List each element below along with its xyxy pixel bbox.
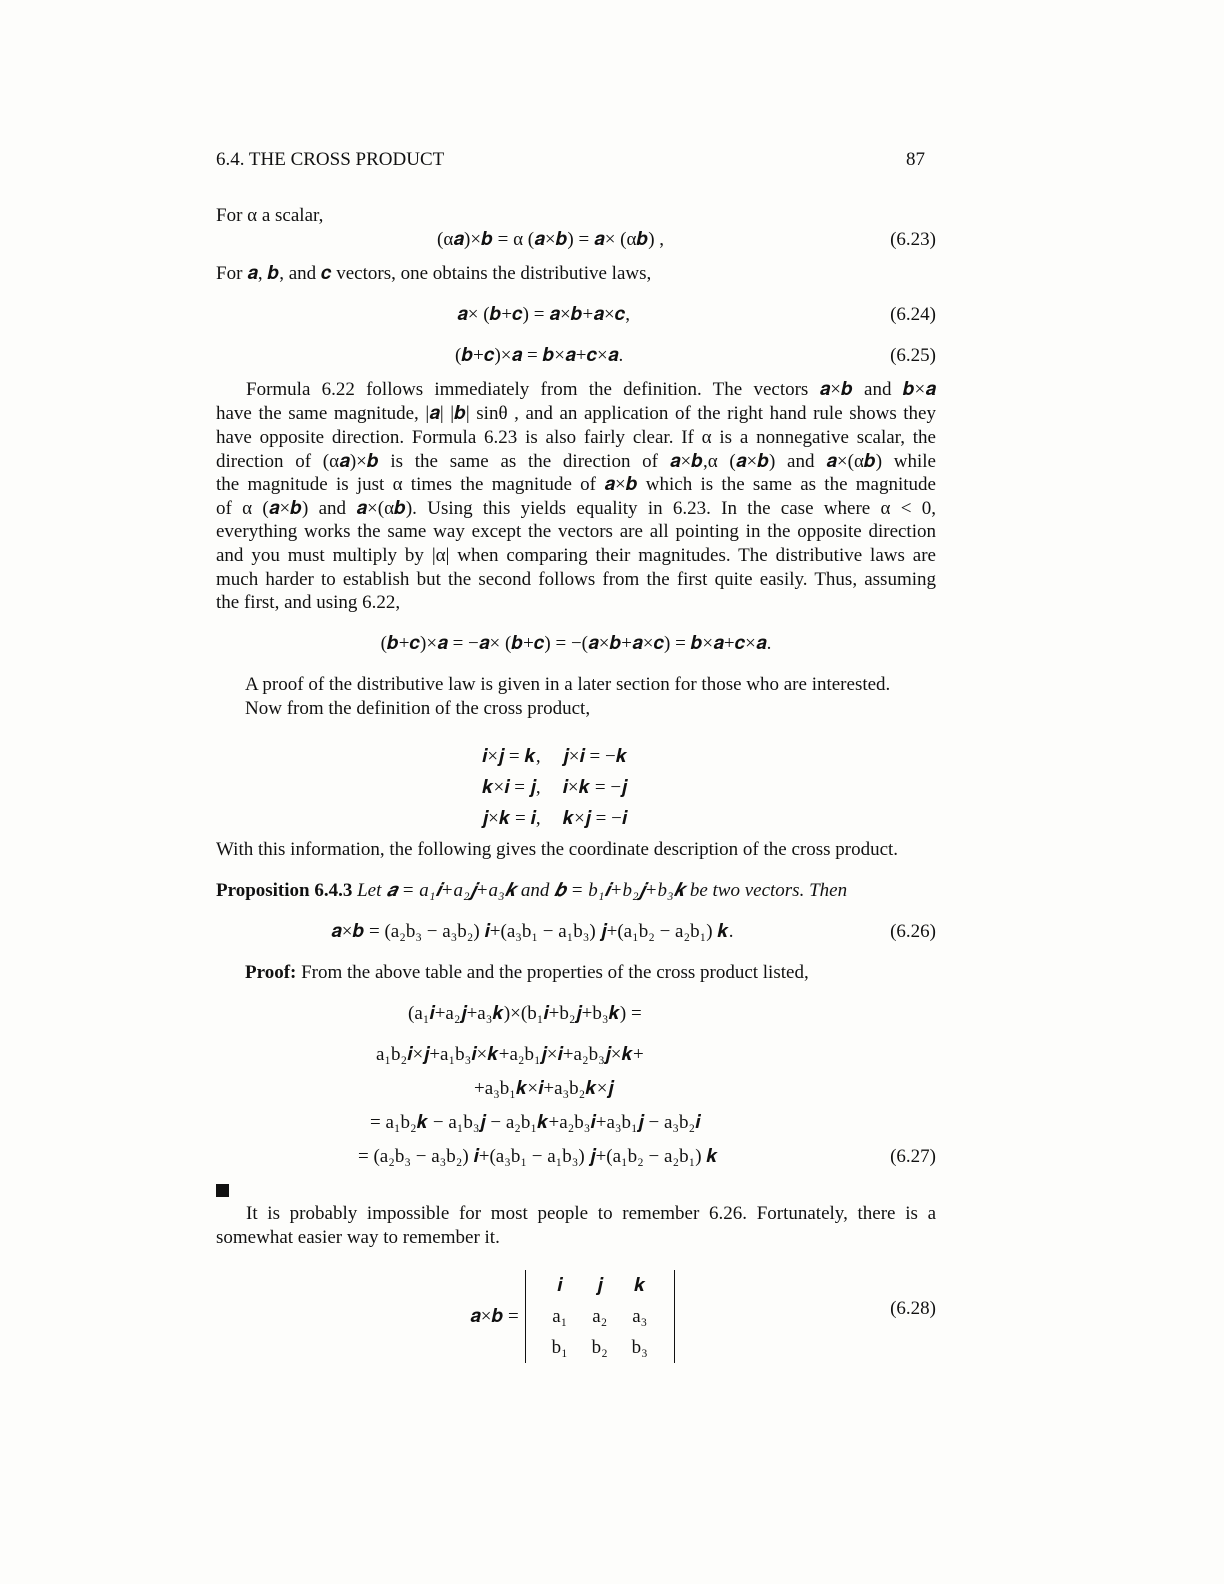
proof-equation-line: (a₁𝒊+a₂𝒋+a₃𝒌)×(b₁𝒊+b₂𝒋+b₃𝒌) = [408,1003,642,1024]
equation-6-23: (α𝒂)×𝒃 = α (𝒂×𝒃) = 𝒂× (α𝒃) , [437,229,665,250]
paragraph-line: have opposite direction. Formula 6.23 is also fairly clear. If α is a nonnegative scalar, the [216,427,936,448]
table-row [472,773,637,802]
proof-equation-line: = a₁b₂𝒌 − a₁b₃𝒋 − a₂b₁𝒌+a₂b₃𝒊+a₃b₁𝒋 − a₃b₂𝒊 [370,1112,701,1133]
paragraph-line: much harder to establish but the second follows from the first quite easily. Thus, assuming [216,569,936,590]
proposition-label: Proposition 6.4.3 [216,880,353,901]
proposition-statement: Let 𝒂 = a₁𝒊+a₂𝒋+a₃𝒌 and 𝒃 = b₁𝒊+b₂𝒋+b₃𝒌 be two vectors. Then [357,880,848,901]
equation-number-6-28: (6.28) [890,1298,936,1319]
paragraph-line: direction of (α𝒂)×𝒃 is the same as the direction of 𝒂×𝒃,α (𝒂×𝒃) and 𝒂×(α𝒃) while [216,451,936,472]
proof-note: A proof of the distributive law is given in a later section for those who are interested. [245,674,891,695]
matrix-cell: 𝒋 [596,1274,603,1296]
table-cell: 𝒌×𝒋 = −𝒊 [562,808,628,829]
paragraph-line: It is probably impossible for most people to remember 6.26. Fortunately, there is a [246,1203,936,1224]
table-row [540,1301,660,1332]
determinant-formula [470,1270,675,1363]
matrix-cell: b₃ [631,1336,648,1358]
table-cell: 𝒋×𝒊 = −𝒌 [562,746,628,767]
equation-6-25: (𝒃+𝒄)×𝒂 = 𝒃×𝒂+𝒄×𝒂. [455,345,624,366]
table-cell: 𝒋×𝒌 = 𝒊, [482,808,541,829]
table-row [540,1270,660,1301]
paragraph-line: of α (𝒂×𝒃) and 𝒂×(α𝒃). Using this yields equality in 6.23. In the case where α < 0, [216,498,936,519]
proof-equation-line: = (a₂b₃ − a₃b₂) 𝒊+(a₃b₁ − a₁b₃) 𝒋+(a₁b₂ − a₂b₁) 𝒌 [358,1146,718,1167]
paragraph-line: and you must multiply by |α| when comparing their magnitudes. The distributive laws are [216,545,936,566]
equation-6-24: 𝒂× (𝒃+𝒄) = 𝒂×𝒃+𝒂×𝒄, [457,304,631,325]
determinant-matrix [540,1270,660,1363]
coordinate-intro: With this information, the following gives the coordinate description of the cross product. [216,839,899,860]
equation-number-6-26: (6.26) [890,921,936,942]
equation-number-6-27: (6.27) [890,1146,936,1167]
equation-number-6-23: (6.23) [890,229,936,250]
proof-label: Proof: [245,962,297,983]
proof-intro [245,961,809,985]
paragraph-line: everything works the same way except the vectors are all pointing in the opposite direction [216,521,936,542]
determinant-bars [525,1270,675,1363]
matrix-cell: 𝒊 [557,1274,563,1296]
proof-equation-line: a₁b₂𝒊×𝒋+a₁b₃𝒊×𝒌+a₂b₁𝒋×𝒊+a₂b₃𝒋×𝒌+ [376,1044,644,1065]
paragraph-line: Formula 6.22 follows immediately from the definition. The vectors 𝒂×𝒃 and 𝒃×𝒂 [246,379,936,400]
equation-number-6-25: (6.25) [890,345,936,366]
distributive-intro: For 𝒂, 𝒃, and 𝒄 vectors, one obtains the distributive laws, [216,263,652,284]
paragraph-line: the magnitude is just α times the magnitude of 𝒂×𝒃 which is the same as the magnitude [216,474,936,495]
table-cell: 𝒊×𝒌 = −𝒋 [562,777,628,798]
matrix-cell: b₁ [551,1336,568,1358]
proposition [216,879,847,903]
definition-note: Now from the definition of the cross product, [245,698,591,719]
equation-number-6-24: (6.24) [890,304,936,325]
end-of-proof-square [216,1184,229,1197]
determinant-lhs: 𝒂×𝒃 = [470,1305,519,1327]
matrix-cell: a₁ [552,1305,568,1327]
running-header: 6.4. THE CROSS PRODUCT [216,149,445,170]
matrix-cell: b₂ [591,1336,608,1358]
paragraph-line: have the same magnitude, |𝒂| |𝒃| sinθ , and an application of the right hand rule shows they [216,403,936,424]
paragraph-line: the first, and using 6.22, [216,592,401,613]
table-row [472,804,637,833]
equation-distributive-derivation: (𝒃+𝒄)×𝒂 = −𝒂× (𝒃+𝒄) = −(𝒂×𝒃+𝒂×𝒄) = 𝒃×𝒂+𝒄×𝒂. [380,633,772,654]
scalar-intro: For α a scalar, [216,205,324,226]
table-cell: 𝒊×𝒋 = 𝒌, [482,746,541,767]
table-row [472,742,637,771]
table-row [540,1332,660,1363]
matrix-cell: a₃ [632,1305,648,1327]
page-number: 87 [906,149,925,170]
equation-6-26: 𝒂×𝒃 = (a₂b₃ − a₃b₂) 𝒊+(a₃b₁ − a₁b₃) 𝒋+(a₁b₂ − a₂b₁) 𝒌. [331,921,734,942]
unit-vector-cross-table [470,740,639,835]
paragraph-line: somewhat easier way to remember it. [216,1227,500,1248]
matrix-cell: a₂ [592,1305,608,1327]
proof-text: From the above table and the properties of the cross product listed, [301,962,809,983]
table-cell: 𝒌×𝒊 = 𝒋, [482,777,541,798]
proof-equation-line: +a₃b₁𝒌×𝒊+a₃b₂𝒌×𝒋 [474,1078,614,1099]
matrix-cell: 𝒌 [633,1274,646,1296]
